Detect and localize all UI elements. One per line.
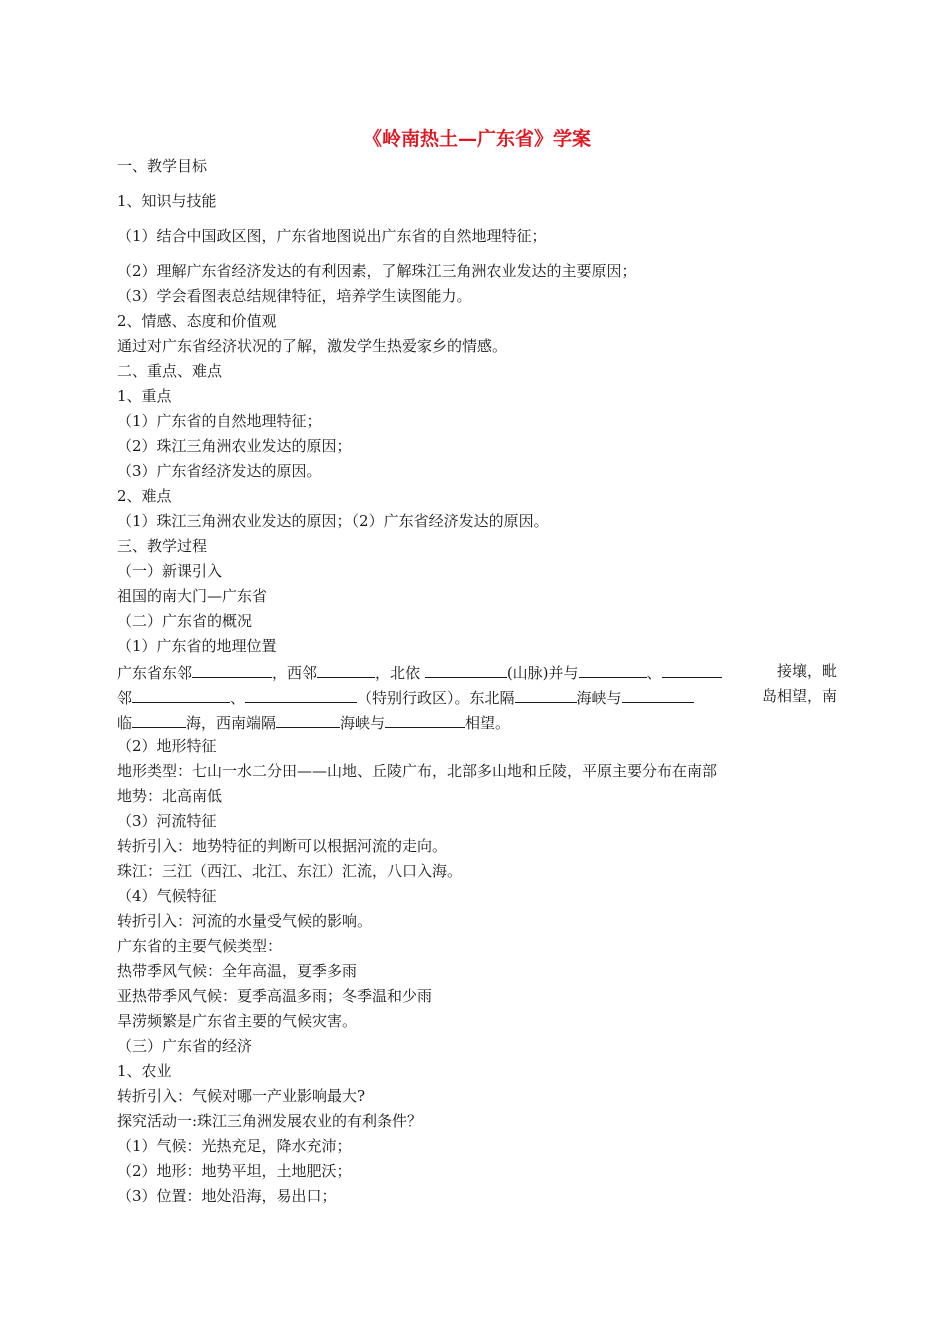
- body-text: 转折引入：河流的水量受气候的影响。: [117, 912, 373, 930]
- subsection-heading: 2、难点: [117, 487, 172, 505]
- subsection-heading: （三）广东省的经济: [117, 1037, 253, 1055]
- body-text: 转折引入：气候对哪一产业影响最大?: [117, 1087, 366, 1105]
- fill-text: 临: [117, 714, 133, 732]
- subsection-heading: （二）广东省的概况: [117, 612, 253, 630]
- body-text: 旱涝频繁是广东省主要的气候灾害。: [117, 1012, 358, 1030]
- list-item: （3）位置：地处沿海，易出口；: [117, 1187, 337, 1205]
- fill-text: （特别行政区）。东北隔: [357, 689, 515, 707]
- body-text: 地势：北高南低: [117, 787, 223, 805]
- fill-text: (山脉)并与: [506, 664, 579, 682]
- key-point-item: （1）广东省的自然地理特征；: [117, 412, 322, 430]
- fill-text: 、: [230, 689, 246, 707]
- fill-in-line: [117, 684, 837, 709]
- subsection-heading: （一）新课引入: [117, 562, 223, 580]
- fill-text: 邻: [117, 689, 133, 707]
- goal-item: （3）学会看图表总结规律特征，培养学生读图能力。: [117, 287, 472, 305]
- fill-text: 接壤，毗: [776, 662, 837, 680]
- section-heading: 一、教学目标: [117, 157, 208, 175]
- document-page: [117, 126, 837, 1209]
- body-text: 珠江：三江（西江、北江、东江）汇流，八口入海。: [117, 862, 463, 880]
- list-item: （2）地形：地势平坦，土地肥沃；: [117, 1162, 352, 1180]
- fill-text: ，北依: [375, 664, 421, 682]
- goal-item: （1）结合中国政区图，广东省地图说出广东省的自然地理特征；: [117, 227, 547, 245]
- goal-item: （2）理解广东省经济发达的有利因素，了解珠江三角洲农业发达的主要原因；: [117, 262, 637, 280]
- answer-blank[interactable]: [425, 659, 507, 678]
- key-point-item: （2）珠江三角洲农业发达的原因；: [117, 437, 352, 455]
- body-text: 祖国的南大门—广东省: [117, 587, 268, 605]
- answer-blank[interactable]: [192, 659, 272, 678]
- answer-blank[interactable]: [317, 659, 375, 678]
- answer-blank[interactable]: [662, 659, 722, 678]
- list-item: （1）气候：光热充足，降水充沛；: [117, 1137, 352, 1155]
- body-text: 地形类型：七山一水二分田——山地、丘陵广布，北部多山地和丘陵，平原主要分布在南部: [117, 762, 718, 780]
- answer-blank[interactable]: [132, 684, 230, 703]
- subsection-heading: 1、知识与技能: [117, 192, 217, 210]
- answer-blank[interactable]: [579, 659, 647, 678]
- fill-in-line: [117, 659, 837, 684]
- document-title: 《岭南热土—广东省》学案: [362, 128, 591, 150]
- fill-text: 广东省东邻: [117, 664, 193, 682]
- answer-blank[interactable]: [245, 684, 357, 703]
- fill-text: 海，西南端隔: [186, 714, 277, 732]
- fill-text: ，西邻: [272, 664, 318, 682]
- fill-text: 相望。: [465, 714, 511, 732]
- body-text: 通过对广东省经济状况的了解，激发学生热爱家乡的情感。: [117, 337, 508, 355]
- answer-blank[interactable]: [385, 709, 465, 728]
- body-text: 热带季风气候：全年高温，夏季多雨: [117, 962, 358, 980]
- body-text: 探究活动一:珠江三角洲发展农业的有利条件？: [117, 1112, 423, 1130]
- body-text: 广东省的主要气候类型：: [117, 937, 283, 955]
- section-heading: 二、重点、难点: [117, 362, 223, 380]
- subsection-heading: 2、情感、态度和价值观: [117, 312, 277, 330]
- answer-blank[interactable]: [276, 709, 340, 728]
- answer-blank[interactable]: [622, 684, 694, 703]
- topic-heading: （4）气候特征: [117, 887, 217, 905]
- answer-blank[interactable]: [132, 709, 186, 728]
- body-text: 转折引入：地势特征的判断可以根据河流的走向。: [117, 837, 448, 855]
- topic-heading: （1）广东省的地理位置: [117, 637, 277, 655]
- fill-text: 岛相望，南: [761, 687, 837, 705]
- topic-heading: 1、农业: [117, 1062, 172, 1080]
- section-heading: 三、教学过程: [117, 537, 208, 555]
- difficulty-item: （1）珠江三角洲农业发达的原因；（2）广东省经济发达的原因。: [117, 512, 549, 530]
- fill-text: 海峡与: [340, 714, 386, 732]
- fill-in-line: [117, 709, 837, 734]
- answer-blank[interactable]: [515, 684, 577, 703]
- key-point-item: （3）广东省经济发达的原因。: [117, 462, 322, 480]
- fill-text: 、: [646, 664, 662, 682]
- topic-heading: （2）地形特征: [117, 737, 217, 755]
- subsection-heading: 1、重点: [117, 387, 172, 405]
- fill-text: 海峡与: [576, 689, 622, 707]
- body-text: 亚热带季风气候：夏季高温多雨；冬季温和少雨: [117, 987, 433, 1005]
- topic-heading: （3）河流特征: [117, 812, 217, 830]
